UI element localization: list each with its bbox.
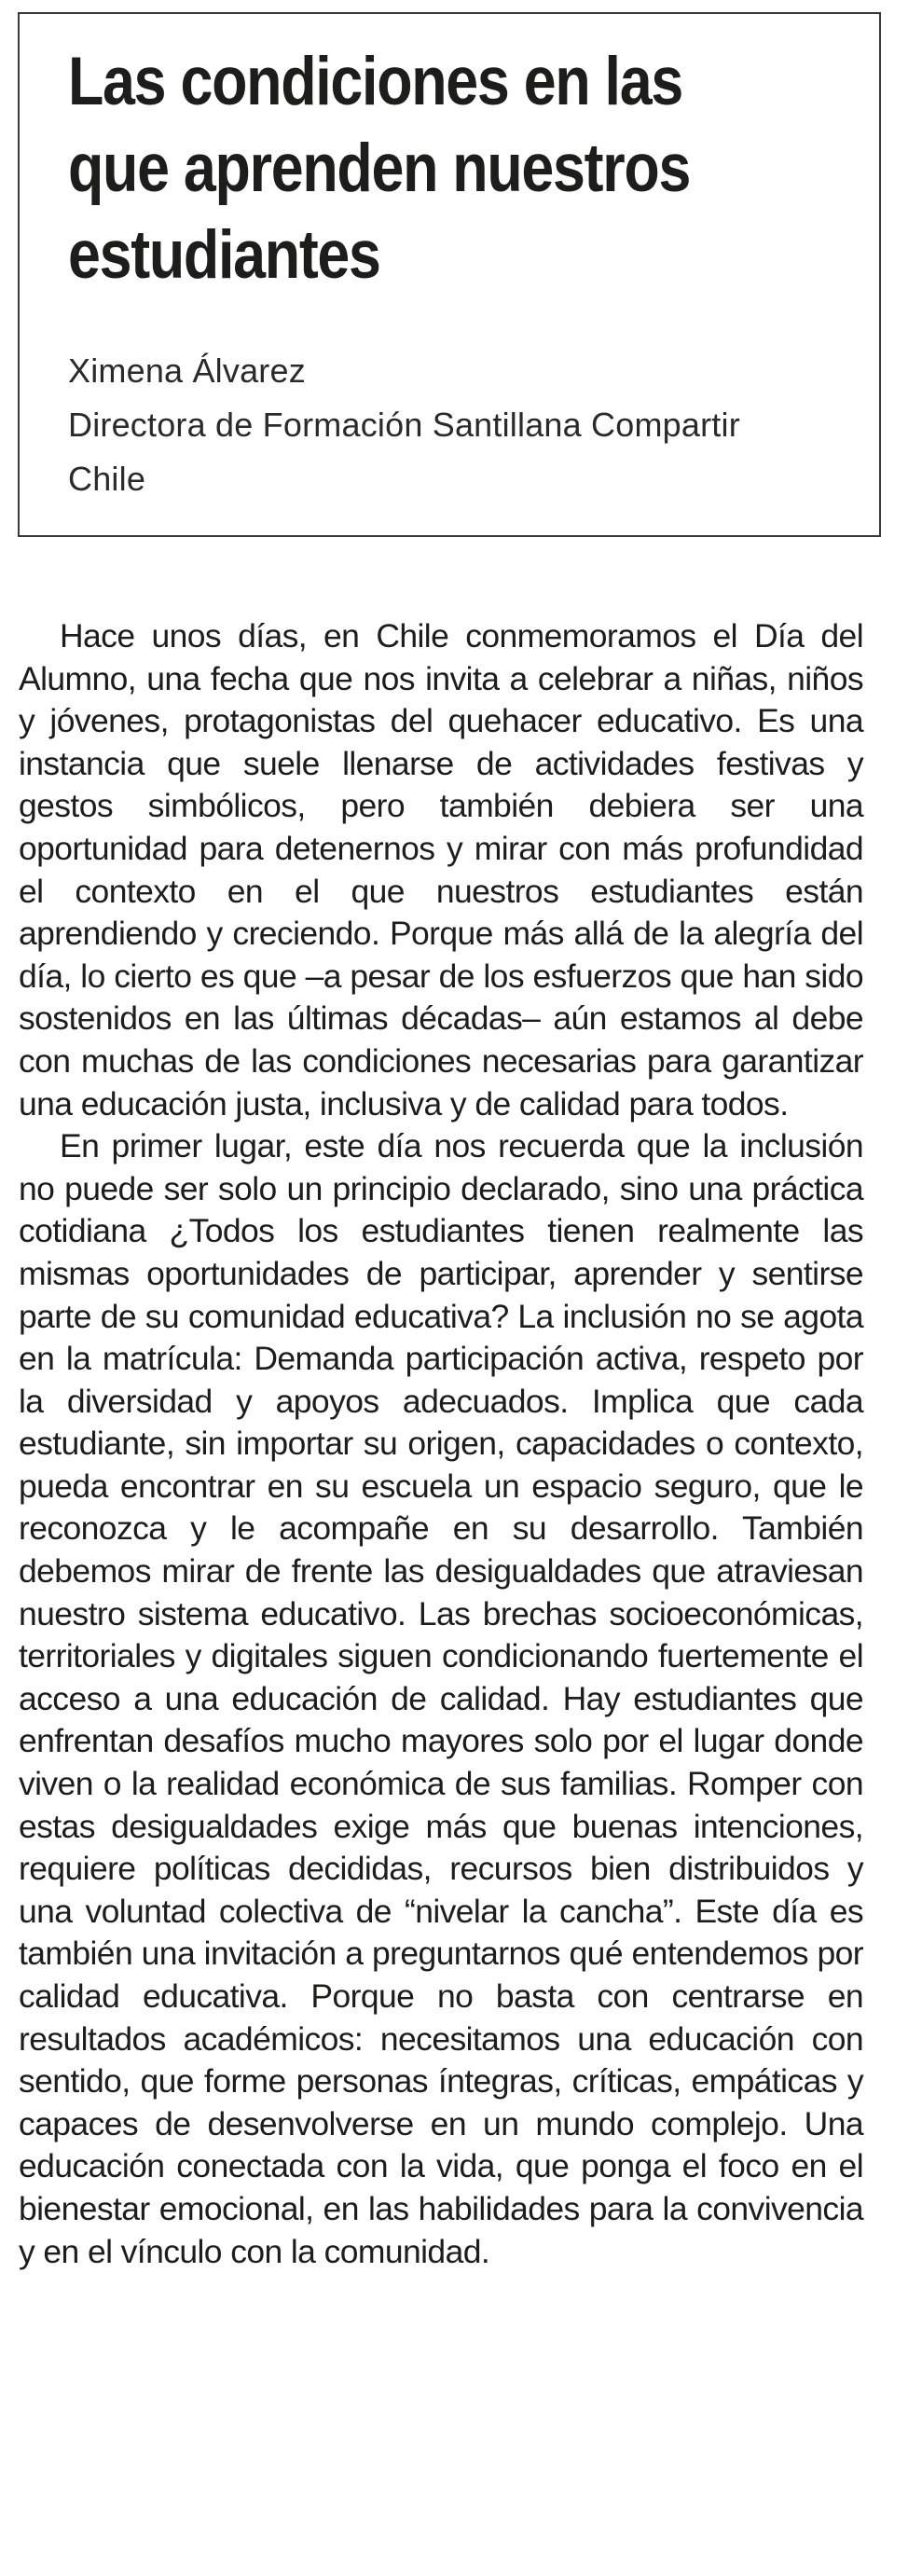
article-headline	[68, 38, 838, 298]
headline-line-3: estudiantes	[68, 217, 380, 293]
headline-line-2: que aprenden nuestros	[68, 131, 691, 206]
paragraph-1: Hace unos días, en Chile conmemoramos el Día del Alumno, una fecha que nos invita a celebrar a niñas, niños y jóvenes, protagonistas del quehacer educativo. Es una instancia que suele llenarse de actividades festivas y gestos simbólicos, pero también debiera ser una oportunidad para detenernos y mirar con más profundidad el contexto en el que nuestros estudiantes están aprendiendo y creciendo. Porque más allá de la alegría del día, lo cierto es que –a pesar de los esfuerzos que han sido sostenidos en las últimas décadas– aún estamos al debe con muchas de las condiciones necesarias para garantizar una educación justa, inclusiva y de calidad para todos.	[19, 617, 863, 1123]
byline	[68, 344, 740, 506]
article-body	[19, 615, 863, 2273]
author-name: Ximena Álvarez	[68, 351, 306, 390]
article-header-box	[18, 12, 881, 537]
author-country: Chile	[68, 460, 146, 498]
paragraph-2: En primer lugar, este día nos recuerda que la inclusión no puede ser solo un principio declarado, sino una práctica cotidiana ¿Todos los estudiantes tienen realmente las mismas oportunidades de participar, aprender y sentirse parte de su comunidad educativa? La inclusión no se agota en la matrícula: Demanda participación activa, respeto por la diversidad y apoyos adecuados. Implica que cada estudiante, sin importar su origen, capacidades o contexto, pueda encontrar en su escuela un espacio seguro, que le reconozca y le acompañe en su desarrollo. También debemos mirar de frente las desigualdades que atraviesan nuestro sistema educativo. Las brechas socioeconómicas, territoriales y digitales siguen condicionando fuertemente el acceso a una educación de calidad. Hay estudiantes que enfrentan desafíos mucho mayores solo por el lugar donde viven o la realidad económica de sus familias. Romper con estas desigualdades exige más que buenas intenciones, requiere políticas decididas, recursos bien distribuidos y una voluntad colectiva de “nivelar la cancha”. Este día es también una invitación a preguntarnos qué entendemos por calidad educativa. Porque no basta con centrarse en resultados académicos: necesitamos una educación con sentido, que forme personas íntegras, críticas, empáticas y capaces de desenvolverse en un mundo complejo. Una educación conectada con la vida, que ponga el foco en el bienestar emocional, en las habilidades para la convivencia y en el vínculo con la comunidad.	[19, 1127, 863, 2270]
author-role: Directora de Formación Santillana Compartir	[68, 406, 740, 444]
headline-line-1: Las condiciones en las	[68, 44, 682, 119]
